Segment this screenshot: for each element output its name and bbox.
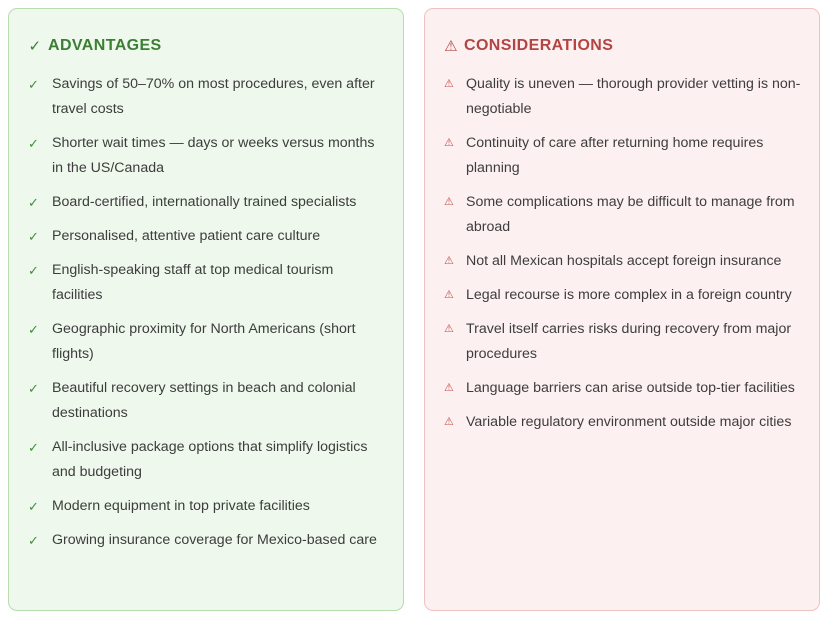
check-icon: ✓ <box>28 440 39 455</box>
warning-icon: ⚠ <box>444 323 454 335</box>
list-item: ⚠ Some complications may be difficult to manage from abroad <box>444 190 801 240</box>
warning-icon: ⚠ <box>444 196 454 208</box>
advantages-list <box>28 72 385 553</box>
list-item: ⚠ Travel itself carries risks during recovery from major procedures <box>444 317 801 367</box>
check-icon: ✓ <box>28 77 39 92</box>
considerations-list <box>444 72 801 435</box>
check-icon: ✓ <box>28 229 39 244</box>
warning-icon: ⚠ <box>444 38 458 55</box>
advantages-title: ADVANTAGES <box>48 37 162 54</box>
list-item: ✓ Board-certified, internationally trained specialists <box>28 190 385 215</box>
list-item: ⚠ Continuity of care after returning home requires planning <box>444 131 801 181</box>
warning-icon: ⚠ <box>444 137 454 149</box>
warning-icon: ⚠ <box>444 289 454 301</box>
check-icon: ✓ <box>28 263 39 278</box>
check-icon: ✓ <box>28 499 39 514</box>
list-item: ⚠ Variable regulatory environment outside major cities <box>444 410 801 435</box>
considerations-title: CONSIDERATIONS <box>464 37 614 54</box>
list-item: ✓ Modern equipment in top private facilities <box>28 494 385 519</box>
list-item: ⚠ Language barriers can arise outside top-tier facilities <box>444 376 801 401</box>
list-item: ✓ Personalised, attentive patient care culture <box>28 224 385 249</box>
list-item: ✓ Growing insurance coverage for Mexico-based care <box>28 528 385 553</box>
list-item: ⚠ Legal recourse is more complex in a foreign country <box>444 283 801 308</box>
list-item: ⚠ Quality is uneven — thorough provider vetting is non-negotiable <box>444 72 801 122</box>
advantages-panel <box>8 8 404 611</box>
considerations-heading <box>444 36 801 56</box>
list-item: ✓ Beautiful recovery settings in beach and colonial destinations <box>28 376 385 426</box>
warning-icon: ⚠ <box>444 416 454 428</box>
check-icon: ✓ <box>28 195 39 210</box>
check-icon: ✓ <box>28 533 39 548</box>
check-icon: ✓ <box>28 322 39 337</box>
list-item: ✓ English-speaking staff at top medical tourism facilities <box>28 258 385 308</box>
check-icon: ✓ <box>28 381 39 396</box>
warning-icon: ⚠ <box>444 382 454 394</box>
advantages-heading <box>28 36 385 56</box>
list-item: ✓ Shorter wait times — days or weeks versus months in the US/Canada <box>28 131 385 181</box>
list-item: ✓ All-inclusive package options that simplify logistics and budgeting <box>28 435 385 485</box>
check-icon: ✓ <box>28 38 42 55</box>
check-icon: ✓ <box>28 136 39 151</box>
warning-icon: ⚠ <box>444 78 454 90</box>
warning-icon: ⚠ <box>444 255 454 267</box>
list-item: ✓ Geographic proximity for North Americans (short flights) <box>28 317 385 367</box>
list-item: ✓ Savings of 50–70% on most procedures, even after travel costs <box>28 72 385 122</box>
list-item: ⚠ Not all Mexican hospitals accept foreign insurance <box>444 249 801 274</box>
considerations-panel <box>424 8 820 611</box>
